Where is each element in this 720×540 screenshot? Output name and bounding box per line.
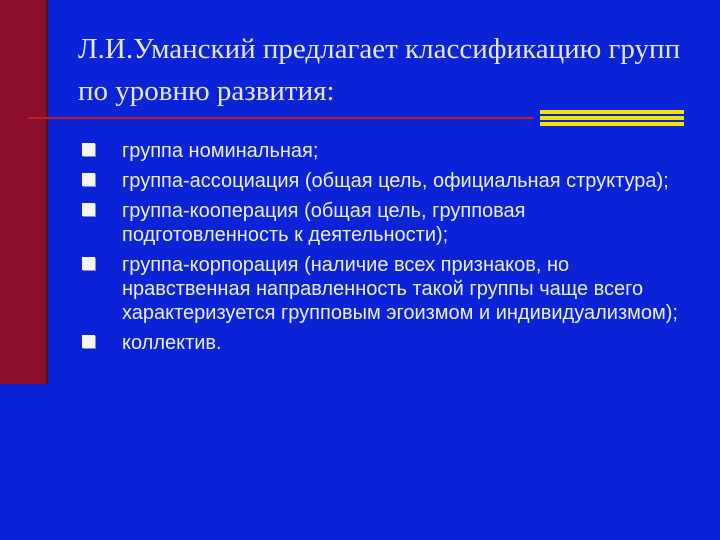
- list-item: [74, 139, 694, 163]
- title-divider-line: [28, 117, 534, 119]
- list-item-text: группа-кооперация (общая цель, групповая подготовленность к деятельности);: [122, 200, 526, 246]
- side-band: [0, 0, 46, 384]
- square-bullet-icon: [82, 335, 95, 348]
- list-item: [74, 199, 694, 247]
- list-item: [74, 331, 694, 355]
- bullet-list: [74, 139, 694, 361]
- list-item-text: группа номинальная;: [122, 140, 319, 162]
- list-item: [74, 253, 694, 325]
- side-band-edge: [46, 0, 48, 384]
- list-item-text: группа-корпорация (наличие всех признаков, но нравственная направленность такой группы чаще всего характеризуется групповым эгоизмом и индивидуализмом);: [122, 254, 678, 324]
- slide-title: Л.И.Уманский предлагает классификацию групп по уровню развития:: [78, 33, 681, 107]
- square-bullet-icon: [82, 173, 95, 186]
- title-divider-accent: [540, 110, 684, 126]
- square-bullet-icon: [82, 143, 95, 156]
- square-bullet-icon: [82, 203, 95, 216]
- list-item: [74, 169, 694, 193]
- list-item-text: группа-ассоциация (общая цель, официальная структура);: [122, 170, 669, 192]
- square-bullet-icon: [82, 257, 95, 270]
- list-item-text: коллектив.: [122, 332, 222, 354]
